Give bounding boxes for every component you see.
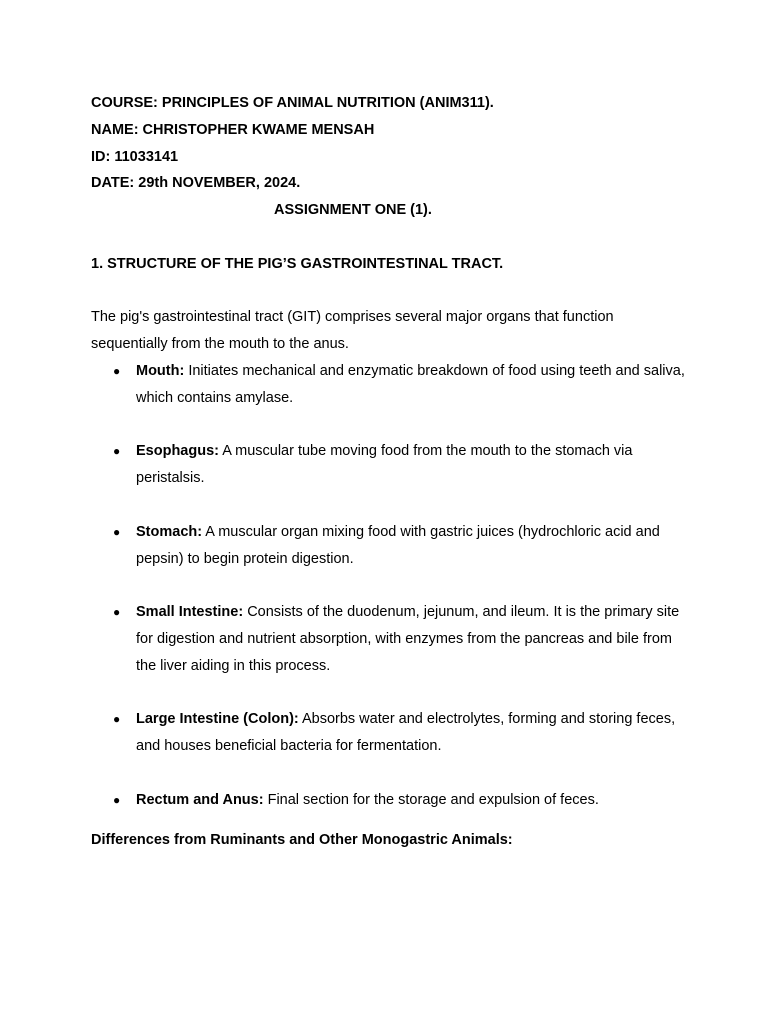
intro-paragraph: The pig's gastrointestinal tract (GIT) comprises several major organs that function sequentially from the mouth to the anus.	[91, 309, 614, 353]
organ-term: Large Intestine (Colon):	[136, 711, 299, 728]
organ-description: Consists of the duodenum, jejunum, and ileum. It is the primary site for digestion and nutrient absorption, with enzymes from the pancreas and bile from the liver aiding in this process.	[136, 604, 680, 674]
organ-description: Final section for the storage and expulsion of feces.	[263, 791, 599, 808]
student-name-line: NAME: CHRISTOPHER KWAME MENSAH	[91, 121, 375, 138]
organ-term: Stomach:	[136, 523, 203, 540]
organ-description: Initiates mechanical and enzymatic breakdown of food using teeth and saliva, which contains amylase.	[136, 362, 685, 406]
spacer	[91, 224, 691, 251]
organ-term: Small Intestine:	[136, 604, 244, 621]
organ-term: Rectum and Anus:	[136, 791, 264, 808]
bullet-icon: ●	[113, 712, 121, 727]
spacer	[91, 278, 691, 305]
organ-description: A muscular tube moving food from the mouth to the stomach via peristalsis.	[136, 443, 633, 487]
organ-description: A muscular organ mixing food with gastric juices (hydrochloric acid and pepsin) to begin protein digestion.	[136, 523, 660, 567]
bullet-icon: ●	[113, 363, 121, 378]
list-item	[91, 438, 686, 492]
differences-subheading: Differences from Ruminants and Other Monogastric Animals:	[91, 831, 513, 848]
organ-term: Mouth:	[136, 362, 185, 379]
list-item	[91, 519, 686, 573]
organ-term: Esophagus:	[136, 443, 219, 460]
list-item	[91, 358, 686, 412]
student-id-line: ID: 11033141	[91, 148, 179, 165]
list-item	[91, 787, 686, 814]
course-line: COURSE: PRINCIPLES OF ANIMAL NUTRITION (ANIM311).	[91, 95, 494, 111]
organ-list	[91, 358, 691, 814]
section-heading: 1. STRUCTURE OF THE PIG’S GASTROINTESTINAL TRACT.	[91, 255, 504, 272]
assignment-title: ASSIGNMENT ONE (1).	[274, 202, 432, 219]
bullet-icon: ●	[113, 524, 121, 539]
list-item	[91, 599, 686, 679]
bullet-icon: ●	[113, 792, 121, 807]
organ-description: Absorbs water and electrolytes, forming and storing feces, and houses beneficial bacteria for fermentation.	[136, 711, 676, 755]
bullet-icon: ●	[113, 444, 121, 459]
list-item	[91, 706, 686, 760]
bullet-icon: ●	[113, 605, 121, 620]
document-page	[91, 90, 691, 853]
date-line: DATE: 29th NOVEMBER, 2024.	[91, 175, 301, 192]
